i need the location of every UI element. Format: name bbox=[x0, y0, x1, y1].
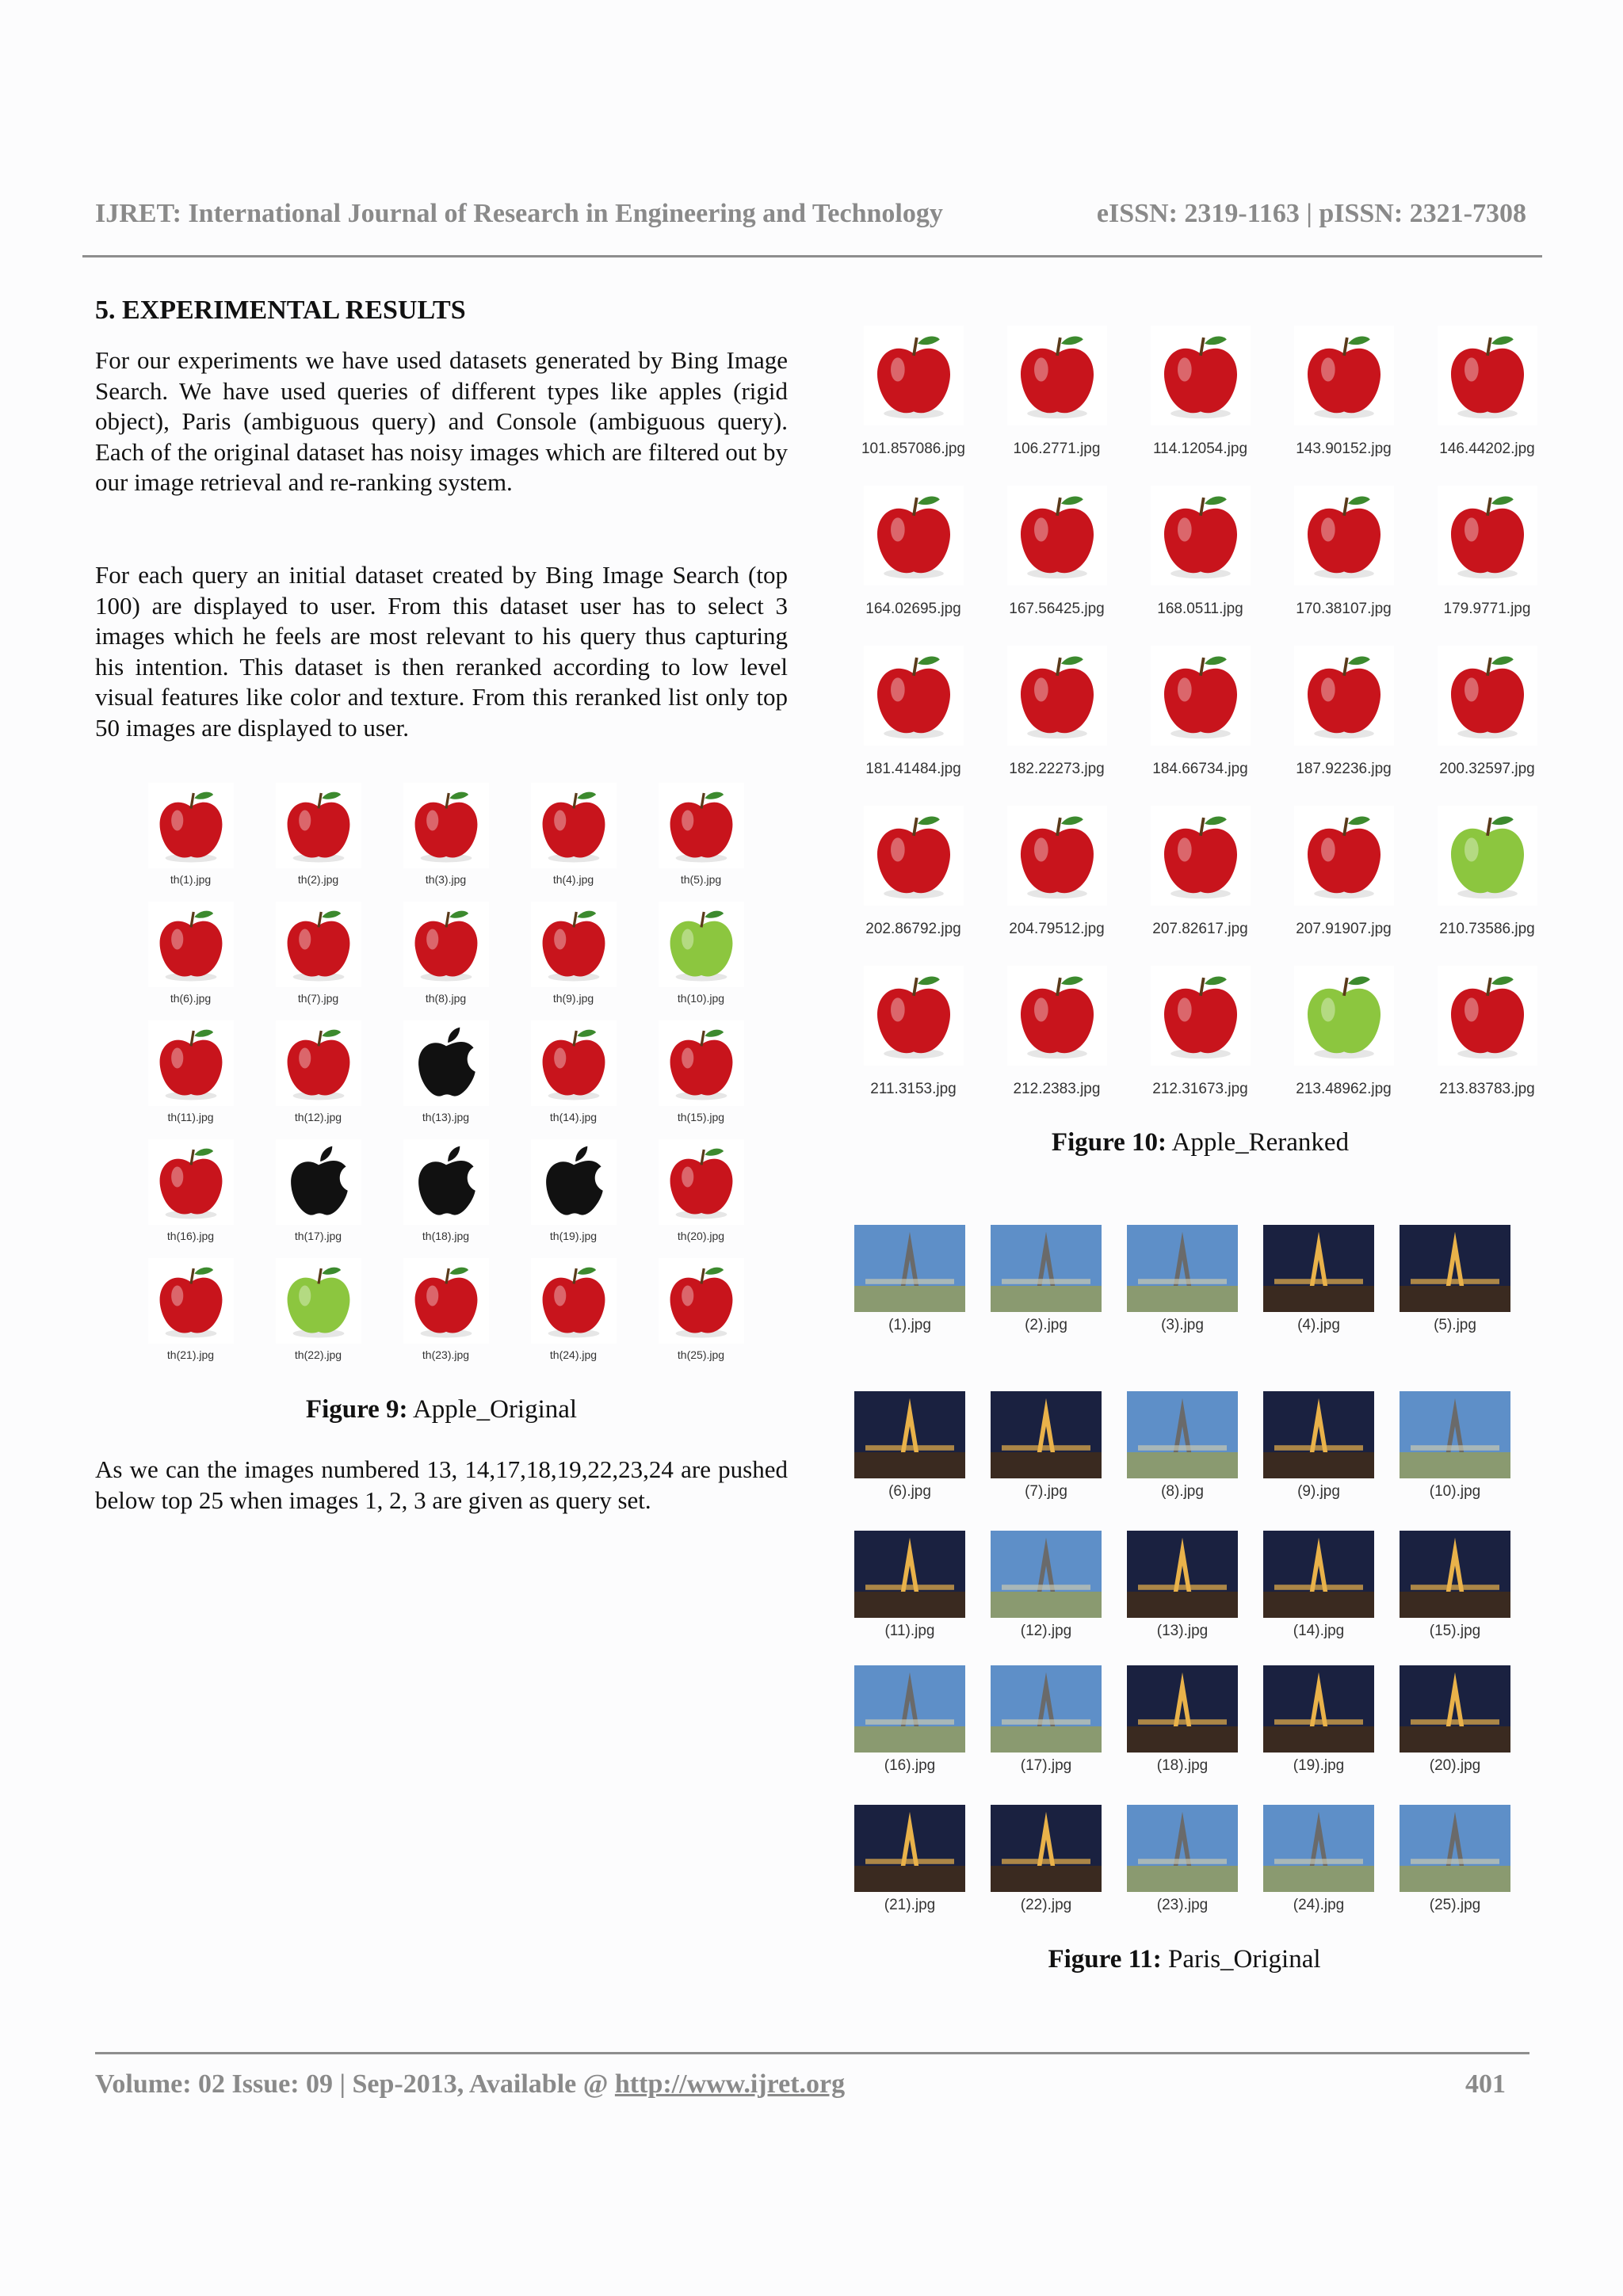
thumbnail-image bbox=[854, 1665, 965, 1753]
issn: eISSN: 2319-1163 | pISSN: 2321-7308 bbox=[1096, 199, 1526, 228]
thumbnail-image bbox=[1400, 1531, 1510, 1618]
thumbnail-image bbox=[145, 1020, 237, 1106]
figure-thumbnail bbox=[127, 1123, 254, 1242]
thumbnail-label: th(22).jpg bbox=[294, 1348, 342, 1361]
thumbnail-image bbox=[854, 1225, 965, 1312]
thumbnail-label: (9).jpg bbox=[1297, 1483, 1340, 1500]
thumbnail-label: (8).jpg bbox=[1161, 1483, 1204, 1500]
figure-10-label: Figure 10: bbox=[1051, 1128, 1167, 1157]
thumbnail-label: th(18).jpg bbox=[422, 1230, 470, 1242]
figure-thumbnail bbox=[1251, 1640, 1387, 1775]
figure-thumbnail bbox=[985, 938, 1128, 1098]
thumbnail-image bbox=[1400, 1391, 1510, 1478]
thumbnail-label: 213.48962.jpg bbox=[1296, 1081, 1392, 1097]
thumbnail-image bbox=[991, 1531, 1102, 1618]
thumbnail-image bbox=[655, 902, 747, 987]
thumbnail-image bbox=[1263, 1391, 1374, 1478]
figure-thumbnail bbox=[842, 778, 985, 938]
figure-thumbnail bbox=[978, 1775, 1114, 1914]
thumbnail-image bbox=[1438, 315, 1537, 436]
thumbnail-image bbox=[1263, 1805, 1374, 1892]
figure-11-label: Figure 11: bbox=[1048, 1945, 1162, 1974]
thumbnail-label: 187.92236.jpg bbox=[1296, 761, 1392, 777]
thumbnail-label: th(14).jpg bbox=[549, 1111, 598, 1123]
thumbnail-image bbox=[1263, 1225, 1374, 1312]
section-title: 5. EXPERIMENTAL RESULTS bbox=[95, 296, 466, 325]
figure-thumbnail bbox=[985, 298, 1128, 458]
thumbnail-label: th(4).jpg bbox=[552, 873, 594, 886]
thumbnail-image bbox=[528, 1258, 620, 1344]
thumbnail-label: th(5).jpg bbox=[680, 873, 722, 886]
thumbnail-image bbox=[655, 1139, 747, 1225]
thumbnail-label: 170.38107.jpg bbox=[1296, 601, 1392, 617]
figure-10-name: Apple_Reranked bbox=[1171, 1128, 1350, 1157]
thumbnail-image bbox=[1400, 1665, 1510, 1753]
thumbnail-label: th(13).jpg bbox=[422, 1111, 470, 1123]
figure-thumbnail bbox=[1415, 938, 1559, 1098]
thumbnail-image bbox=[1438, 795, 1537, 916]
page-number: 401 bbox=[1465, 2069, 1506, 2099]
thumbnail-label: 164.02695.jpg bbox=[865, 601, 961, 617]
thumbnail-image bbox=[1263, 1665, 1374, 1753]
figure-thumbnail bbox=[842, 1501, 978, 1640]
thumbnail-label: 101.857086.jpg bbox=[861, 441, 965, 457]
figure-thumbnail bbox=[842, 1188, 978, 1334]
figure-thumbnail bbox=[1114, 1188, 1251, 1334]
figure-thumbnail bbox=[978, 1501, 1114, 1640]
thumbnail-label: 182.22273.jpg bbox=[1009, 761, 1105, 777]
thumbnail-label: (17).jpg bbox=[1020, 1757, 1072, 1774]
figure-thumbnail bbox=[254, 886, 382, 1005]
figure-thumbnail bbox=[1415, 298, 1559, 458]
header-rule bbox=[82, 255, 1542, 257]
figure-thumbnail bbox=[1128, 618, 1272, 778]
thumbnail-image bbox=[1438, 635, 1537, 756]
thumbnail-label: (4).jpg bbox=[1297, 1317, 1340, 1333]
footer-volume bbox=[95, 2069, 845, 2100]
thumbnail-image bbox=[1151, 315, 1251, 436]
figure-thumbnail bbox=[510, 767, 637, 886]
thumbnail-image bbox=[145, 902, 237, 987]
figure-thumbnail bbox=[382, 1242, 510, 1361]
figure-thumbnail bbox=[382, 886, 510, 1005]
thumbnail-label: 204.79512.jpg bbox=[1009, 921, 1105, 937]
thumbnail-label: (22).jpg bbox=[1020, 1897, 1072, 1913]
figure-10-grid bbox=[842, 298, 1559, 1098]
figure-thumbnail bbox=[510, 1123, 637, 1242]
figure-thumbnail bbox=[1272, 778, 1415, 938]
closing-paragraph: As we can the images numbered 13, 14,17,18,19,22,23,24 are pushed below top 25 when images 1, 2, 3 are given as query set. bbox=[95, 1455, 788, 1514]
figure-thumbnail bbox=[127, 886, 254, 1005]
figure-9-name: Apple_Original bbox=[412, 1395, 578, 1424]
thumbnail-label: (15).jpg bbox=[1429, 1623, 1481, 1639]
thumbnail-label: (10).jpg bbox=[1429, 1483, 1481, 1500]
thumbnail-image bbox=[1294, 635, 1394, 756]
thumbnail-image bbox=[1151, 955, 1251, 1076]
thumbnail-label: (21).jpg bbox=[884, 1897, 936, 1913]
thumbnail-label: th(2).jpg bbox=[297, 873, 339, 886]
thumbnail-image bbox=[854, 1805, 965, 1892]
thumbnail-image bbox=[991, 1391, 1102, 1478]
thumbnail-label: 168.0511.jpg bbox=[1157, 601, 1243, 617]
figure-thumbnail bbox=[1387, 1188, 1523, 1334]
thumbnail-image bbox=[864, 795, 964, 916]
figure-thumbnail bbox=[127, 767, 254, 886]
figure-thumbnail bbox=[1387, 1775, 1523, 1914]
figure-thumbnail bbox=[1272, 618, 1415, 778]
footer-rule bbox=[95, 2052, 1529, 2054]
thumbnail-image bbox=[400, 1258, 492, 1344]
thumbnail-label: th(21).jpg bbox=[166, 1348, 215, 1361]
figure-11-grid bbox=[842, 1188, 1523, 1914]
page-footer bbox=[95, 2069, 1506, 2100]
thumbnail-image bbox=[400, 902, 492, 987]
thumbnail-image bbox=[864, 315, 964, 436]
thumbnail-image bbox=[1294, 955, 1394, 1076]
thumbnail-image bbox=[1007, 635, 1107, 756]
thumbnail-image bbox=[864, 955, 964, 1076]
thumbnail-label: th(1).jpg bbox=[170, 873, 212, 886]
thumbnail-image bbox=[991, 1225, 1102, 1312]
figure-thumbnail bbox=[1415, 618, 1559, 778]
thumbnail-label: th(6).jpg bbox=[170, 992, 212, 1005]
thumbnail-image bbox=[1438, 955, 1537, 1076]
thumbnail-label: th(11).jpg bbox=[167, 1111, 214, 1123]
figure-thumbnail bbox=[254, 767, 382, 886]
footer-link[interactable]: http://www.ijret.org bbox=[614, 2069, 846, 2099]
thumbnail-image bbox=[528, 1139, 620, 1225]
thumbnail-label: th(20).jpg bbox=[677, 1230, 725, 1242]
thumbnail-label: th(25).jpg bbox=[677, 1348, 725, 1361]
thumbnail-label: 212.2383.jpg bbox=[1013, 1081, 1101, 1097]
figure-thumbnail bbox=[1387, 1501, 1523, 1640]
thumbnail-image bbox=[400, 1020, 492, 1106]
thumbnail-label: th(17).jpg bbox=[294, 1230, 342, 1242]
figure-thumbnail bbox=[382, 1005, 510, 1123]
figure-thumbnail bbox=[985, 778, 1128, 938]
thumbnail-image bbox=[145, 1258, 237, 1344]
thumbnail-image bbox=[528, 902, 620, 987]
figure-thumbnail bbox=[637, 1123, 765, 1242]
thumbnail-label: (24).jpg bbox=[1293, 1897, 1345, 1913]
thumbnail-image bbox=[854, 1391, 965, 1478]
thumbnail-label: (5).jpg bbox=[1434, 1317, 1476, 1333]
figure-thumbnail bbox=[1128, 458, 1272, 618]
thumbnail-image bbox=[1007, 475, 1107, 596]
figure-thumbnail bbox=[127, 1242, 254, 1361]
thumbnail-label: 211.3153.jpg bbox=[870, 1081, 957, 1097]
thumbnail-label: (7).jpg bbox=[1025, 1483, 1067, 1500]
figure-thumbnail bbox=[127, 1005, 254, 1123]
figure-thumbnail bbox=[254, 1005, 382, 1123]
figure-thumbnail bbox=[1415, 778, 1559, 938]
thumbnail-label: 179.9771.jpg bbox=[1443, 601, 1531, 617]
paragraph-2: For each query an initial dataset created by Bing Image Search (top 100) are displayed to user. From this dataset user has to select 3 images which he feels are most relevant to his query thus capturing his intention. This dataset is then reranked according to low level visual features like color and texture. From this reranked list only top 50 images are displayed to user. bbox=[95, 561, 788, 742]
thumbnail-image bbox=[1151, 795, 1251, 916]
figure-thumbnail bbox=[1272, 298, 1415, 458]
thumbnail-image bbox=[1151, 475, 1251, 596]
figure-thumbnail bbox=[985, 458, 1128, 618]
figure-thumbnail bbox=[1114, 1501, 1251, 1640]
thumbnail-label: th(9).jpg bbox=[552, 992, 594, 1005]
figure-thumbnail bbox=[1272, 458, 1415, 618]
thumbnail-label: (18).jpg bbox=[1156, 1757, 1209, 1774]
thumbnail-label: 207.91907.jpg bbox=[1296, 921, 1392, 937]
figure-thumbnail bbox=[254, 1123, 382, 1242]
figure-thumbnail bbox=[1251, 1334, 1387, 1501]
figure-9-grid bbox=[127, 767, 765, 1361]
thumbnail-label: (3).jpg bbox=[1161, 1317, 1204, 1333]
figure-thumbnail bbox=[842, 1775, 978, 1914]
thumbnail-label: (11).jpg bbox=[884, 1623, 935, 1639]
paragraph-1: For our experiments we have used datasets generated by Bing Image Search. We have used queries of different types like apples (rigid object), Paris (ambiguous query) and Console (ambiguous query). Each of the original dataset has noisy images which are filtered out by our image retrieval and re-ranking system. bbox=[95, 346, 788, 497]
figure-thumbnail bbox=[1415, 458, 1559, 618]
figure-thumbnail bbox=[1114, 1334, 1251, 1501]
thumbnail-image bbox=[1294, 475, 1394, 596]
figure-thumbnail bbox=[978, 1188, 1114, 1334]
thumbnail-label: 213.83783.jpg bbox=[1439, 1081, 1535, 1097]
figure-thumbnail bbox=[978, 1334, 1114, 1501]
thumbnail-label: 181.41484.jpg bbox=[865, 761, 961, 777]
figure-thumbnail bbox=[985, 618, 1128, 778]
thumbnail-image bbox=[655, 1258, 747, 1344]
figure-thumbnail bbox=[637, 1005, 765, 1123]
thumbnail-image bbox=[1400, 1805, 1510, 1892]
thumbnail-image bbox=[1127, 1805, 1238, 1892]
thumbnail-image bbox=[528, 783, 620, 868]
thumbnail-label: 167.56425.jpg bbox=[1009, 601, 1105, 617]
thumbnail-image bbox=[1263, 1531, 1374, 1618]
thumbnail-label: (1).jpg bbox=[888, 1317, 931, 1333]
figure-thumbnail bbox=[842, 1640, 978, 1775]
thumbnail-image bbox=[145, 1139, 237, 1225]
thumbnail-label: th(8).jpg bbox=[425, 992, 467, 1005]
figure-thumbnail bbox=[1387, 1334, 1523, 1501]
figure-thumbnail bbox=[637, 767, 765, 886]
thumbnail-label: 202.86792.jpg bbox=[865, 921, 961, 937]
thumbnail-image bbox=[273, 1258, 365, 1344]
thumbnail-image bbox=[528, 1020, 620, 1106]
thumbnail-image bbox=[1127, 1391, 1238, 1478]
thumbnail-label: th(24).jpg bbox=[549, 1348, 598, 1361]
thumbnail-label: th(23).jpg bbox=[422, 1348, 470, 1361]
thumbnail-label: (6).jpg bbox=[888, 1483, 931, 1500]
figure-thumbnail bbox=[510, 886, 637, 1005]
thumbnail-label: 200.32597.jpg bbox=[1439, 761, 1535, 777]
figure-thumbnail bbox=[382, 1123, 510, 1242]
thumbnail-label: th(7).jpg bbox=[297, 992, 339, 1005]
thumbnail-label: (2).jpg bbox=[1025, 1317, 1067, 1333]
thumbnail-label: th(10).jpg bbox=[677, 992, 725, 1005]
thumbnail-image bbox=[864, 475, 964, 596]
footer-text: Volume: 02 Issue: 09 | Sep-2013, Available @ bbox=[95, 2069, 615, 2099]
figure-9-label: Figure 9: bbox=[305, 1395, 408, 1424]
thumbnail-image bbox=[273, 1139, 365, 1225]
figure-9-caption bbox=[95, 1395, 788, 1425]
thumbnail-label: 106.2771.jpg bbox=[1013, 441, 1101, 457]
thumbnail-image bbox=[1127, 1665, 1238, 1753]
thumbnail-label: 207.82617.jpg bbox=[1152, 921, 1248, 937]
thumbnail-label: (16).jpg bbox=[884, 1757, 936, 1774]
figure-thumbnail bbox=[1114, 1775, 1251, 1914]
thumbnail-image bbox=[1007, 315, 1107, 436]
thumbnail-label: th(16).jpg bbox=[166, 1230, 215, 1242]
figure-thumbnail bbox=[1387, 1640, 1523, 1775]
thumbnail-label: 210.73586.jpg bbox=[1439, 921, 1535, 937]
figure-thumbnail bbox=[1128, 298, 1272, 458]
figure-thumbnail bbox=[1128, 778, 1272, 938]
thumbnail-label: (13).jpg bbox=[1156, 1623, 1209, 1639]
thumbnail-label: 143.90152.jpg bbox=[1296, 441, 1392, 457]
figure-thumbnail bbox=[842, 458, 985, 618]
thumbnail-image bbox=[1127, 1225, 1238, 1312]
figure-thumbnail bbox=[842, 618, 985, 778]
thumbnail-label: 212.31673.jpg bbox=[1152, 1081, 1248, 1097]
thumbnail-label: (20).jpg bbox=[1429, 1757, 1481, 1774]
journal-title: IJRET: International Journal of Research in Engineering and Technology bbox=[95, 199, 943, 228]
thumbnail-image bbox=[1294, 795, 1394, 916]
figure-thumbnail bbox=[842, 298, 985, 458]
page-header bbox=[95, 190, 1526, 238]
figure-11-caption bbox=[842, 1945, 1527, 1974]
figure-thumbnail bbox=[1272, 938, 1415, 1098]
thumbnail-label: (12).jpg bbox=[1020, 1623, 1072, 1639]
thumbnail-image bbox=[1438, 475, 1537, 596]
thumbnail-label: 184.66734.jpg bbox=[1152, 761, 1248, 777]
thumbnail-label: (14).jpg bbox=[1293, 1623, 1345, 1639]
figure-thumbnail bbox=[1251, 1188, 1387, 1334]
figure-thumbnail bbox=[1251, 1775, 1387, 1914]
thumbnail-image bbox=[1007, 955, 1107, 1076]
figure-thumbnail bbox=[637, 886, 765, 1005]
thumbnail-label: 114.12054.jpg bbox=[1152, 441, 1248, 457]
figure-thumbnail bbox=[637, 1242, 765, 1361]
thumbnail-label: (25).jpg bbox=[1429, 1897, 1481, 1913]
thumbnail-image bbox=[991, 1665, 1102, 1753]
figure-10-caption bbox=[842, 1128, 1559, 1158]
thumbnail-label: 146.44202.jpg bbox=[1439, 441, 1535, 457]
figure-thumbnail bbox=[510, 1005, 637, 1123]
thumbnail-label: th(19).jpg bbox=[549, 1230, 598, 1242]
thumbnail-image bbox=[854, 1531, 965, 1618]
thumbnail-image bbox=[1151, 635, 1251, 756]
figure-thumbnail bbox=[978, 1640, 1114, 1775]
thumbnail-image bbox=[400, 1139, 492, 1225]
figure-thumbnail bbox=[842, 1334, 978, 1501]
thumbnail-image bbox=[991, 1805, 1102, 1892]
thumbnail-label: (23).jpg bbox=[1156, 1897, 1209, 1913]
thumbnail-label: th(15).jpg bbox=[677, 1111, 725, 1123]
thumbnail-image bbox=[1400, 1225, 1510, 1312]
thumbnail-image bbox=[1007, 795, 1107, 916]
thumbnail-image bbox=[1294, 315, 1394, 436]
figure-thumbnail bbox=[1251, 1501, 1387, 1640]
thumbnail-image bbox=[655, 1020, 747, 1106]
thumbnail-image bbox=[400, 783, 492, 868]
thumbnail-image bbox=[864, 635, 964, 756]
figure-thumbnail bbox=[1128, 938, 1272, 1098]
thumbnail-label: th(3).jpg bbox=[425, 873, 467, 886]
thumbnail-image bbox=[1127, 1531, 1238, 1618]
figure-thumbnail bbox=[1114, 1640, 1251, 1775]
thumbnail-image bbox=[655, 783, 747, 868]
thumbnail-label: (19).jpg bbox=[1293, 1757, 1345, 1774]
figure-11-name: Paris_Original bbox=[1168, 1945, 1321, 1974]
thumbnail-label: th(12).jpg bbox=[294, 1111, 342, 1123]
figure-thumbnail bbox=[254, 1242, 382, 1361]
figure-thumbnail bbox=[382, 767, 510, 886]
thumbnail-image bbox=[273, 1020, 365, 1106]
figure-thumbnail bbox=[842, 938, 985, 1098]
thumbnail-image bbox=[145, 783, 237, 868]
figure-thumbnail bbox=[510, 1242, 637, 1361]
thumbnail-image bbox=[273, 783, 365, 868]
thumbnail-image bbox=[273, 902, 365, 987]
